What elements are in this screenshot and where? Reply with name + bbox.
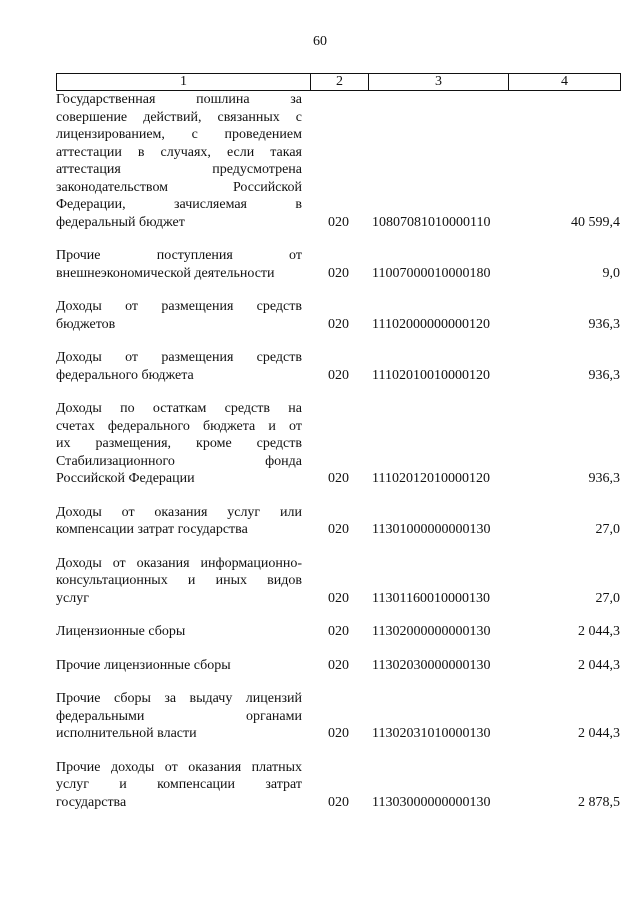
table-row	[56, 400, 620, 488]
page-number: 60	[313, 34, 327, 49]
column-header-row	[57, 74, 621, 91]
description-line: бюджетов	[56, 316, 116, 332]
description-line: Прочие лицензионные сборы	[56, 657, 231, 673]
description-line: компенсации затрат государства	[56, 522, 248, 537]
description-line: исполнительной власти	[56, 726, 197, 741]
row-code: 020	[328, 367, 349, 383]
row-code: 020	[328, 316, 349, 332]
description-line: Лицензионные сборы	[56, 624, 186, 639]
description-line: Прочие доходы от оказания платных	[56, 759, 302, 775]
description-line: федеральный бюджет	[56, 214, 185, 230]
row-kbk-code: 11303000000000130	[372, 794, 491, 810]
column-header-4: 4	[509, 74, 621, 91]
row-description	[56, 298, 302, 333]
description-line: Доходы по остаткам средств на	[56, 401, 302, 416]
description-line: Доходы от оказания услуг или	[56, 504, 302, 520]
description-line: Доходы от оказания информационно-	[56, 555, 302, 571]
description-line: Государственная пошлина за	[56, 92, 302, 107]
row-code: 020	[328, 624, 349, 639]
table-row	[56, 657, 620, 675]
row-code: 020	[328, 471, 349, 486]
table-row	[56, 91, 620, 231]
row-amount: 40 599,4	[571, 214, 620, 230]
description-line: государства	[56, 794, 127, 810]
description-line: лицензированием, с проведением	[56, 127, 302, 142]
table-row	[56, 298, 620, 333]
row-description	[56, 400, 302, 488]
row-kbk-code: 11302031010000130	[372, 726, 491, 741]
row-kbk-code: 11301000000000130	[372, 522, 491, 537]
column-header-table	[56, 73, 621, 91]
row-amount: 936,3	[588, 367, 620, 383]
row-description	[56, 504, 302, 539]
row-description	[56, 555, 302, 608]
row-description	[56, 91, 302, 231]
description-line: счетах федерального бюджета и от	[56, 418, 302, 434]
row-amount: 27,0	[595, 522, 620, 537]
description-line: услуг	[56, 590, 89, 606]
row-amount: 27,0	[595, 590, 620, 606]
row-kbk-code: 10807081010000110	[372, 214, 491, 230]
description-line: федеральными органами	[56, 708, 302, 724]
row-code: 020	[328, 522, 349, 537]
table-row	[56, 690, 620, 743]
table-row	[56, 349, 620, 384]
row-amount: 9,0	[602, 265, 620, 281]
row-description	[56, 759, 302, 812]
row-kbk-code: 11007000010000180	[372, 265, 491, 281]
row-kbk-code: 11102010010000120	[372, 367, 490, 383]
column-header-2: 2	[311, 74, 369, 91]
table-row	[56, 504, 620, 539]
row-description	[56, 623, 302, 641]
description-line: федерального бюджета	[56, 367, 194, 383]
description-line: Российской Федерации	[56, 471, 195, 486]
description-line: законодательством Российской	[56, 179, 302, 195]
row-code: 020	[328, 214, 349, 230]
row-kbk-code: 11102012010000120	[372, 471, 490, 486]
row-amount: 2 044,3	[578, 726, 620, 741]
description-line: совершение действий, связанных с	[56, 109, 302, 125]
row-kbk-code: 11102000000000120	[372, 316, 490, 332]
table-row	[56, 623, 620, 641]
row-amount: 936,3	[588, 316, 620, 332]
row-description	[56, 247, 302, 282]
row-amount: 936,3	[588, 471, 620, 486]
row-description	[56, 690, 302, 743]
row-description	[56, 349, 302, 384]
row-amount: 2 044,3	[578, 657, 620, 673]
row-code: 020	[328, 657, 349, 673]
table-row	[56, 247, 620, 282]
row-amount: 2 878,5	[578, 794, 620, 810]
table-row	[56, 759, 620, 812]
description-line: консультационных и иных видов	[56, 573, 302, 588]
description-line: Прочие поступления от	[56, 248, 302, 263]
column-header-3: 3	[369, 74, 509, 91]
row-description	[56, 657, 302, 675]
description-line: их размещения, кроме средств	[56, 436, 302, 451]
row-code: 020	[328, 265, 349, 281]
column-header-1: 1	[57, 74, 311, 91]
description-line: Прочие сборы за выдачу лицензий	[56, 691, 302, 706]
description-line: аттестация предусмотрена	[56, 162, 302, 177]
description-line: Стабилизационного фонда	[56, 453, 302, 469]
row-code: 020	[328, 590, 349, 606]
row-amount: 2 044,3	[578, 624, 620, 639]
description-line: Доходы от размещения средств	[56, 299, 302, 314]
row-code: 020	[328, 794, 349, 810]
description-line: аттестации в случаях, если такая	[56, 144, 302, 160]
row-code: 020	[328, 726, 349, 741]
table-row	[56, 555, 620, 608]
description-line: внешнеэкономической деятельности	[56, 265, 275, 281]
row-kbk-code: 11302000000000130	[372, 624, 491, 639]
row-kbk-code: 11301160010000130	[372, 590, 490, 606]
row-kbk-code: 11302030000000130	[372, 657, 491, 673]
description-line: Федерации, зачисляемая в	[56, 197, 302, 212]
description-line: услуг и компенсации затрат	[56, 777, 302, 792]
description-line: Доходы от размещения средств	[56, 350, 302, 365]
income-rows	[56, 91, 620, 811]
